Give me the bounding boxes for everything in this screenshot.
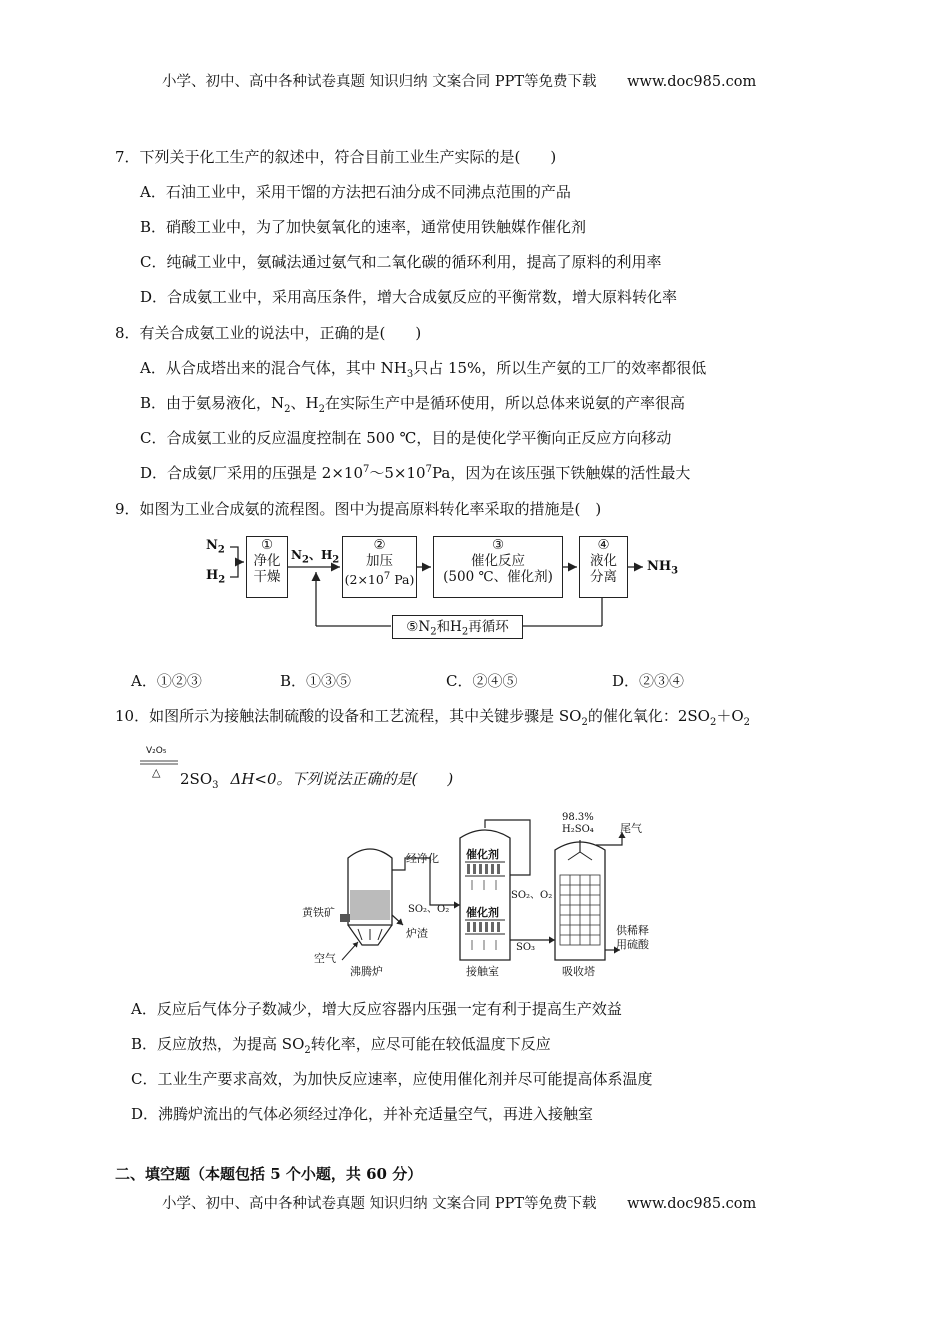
flow-input-h2: $H_2$ bbox=[206, 568, 226, 586]
contact-process-diagram bbox=[300, 810, 660, 980]
label-air: 空气 bbox=[314, 952, 336, 965]
label-slag: 炉渣 bbox=[406, 927, 428, 940]
label-boiling-furnace: 沸腾炉 bbox=[350, 965, 383, 978]
flow-box-purify: ① 净化 干燥 bbox=[246, 536, 288, 598]
reaction-condition-arrow bbox=[140, 746, 180, 782]
catalyst-label: V₂O₅ bbox=[146, 746, 167, 756]
section-heading: 二、填空题（本题包括 5 个小题，共 60 分） bbox=[115, 1165, 423, 1183]
q8-option-c: C．合成氨工业的反应温度控制在 500 ℃，目的是使化学平衡向正反应方向移动 bbox=[140, 429, 672, 447]
q8-option-d: D．合成氨厂采用的压强是 $2\times 10^7\sim 5\times 10^7Pa$，因为在该压强下铁触媒的活性最大 bbox=[140, 464, 691, 482]
q9-stem: 9．如图为工业合成氨的流程图。图中为提高原料转化率采取的措施是( ) bbox=[115, 500, 602, 518]
page-header bbox=[162, 70, 756, 91]
footer-url[interactable]: www.doc985.com bbox=[627, 1196, 757, 1212]
q10-option-d: D．沸腾炉流出的气体必须经过净化，并补充适量空气，再进入接触室 bbox=[131, 1105, 594, 1123]
page-footer bbox=[162, 1192, 756, 1213]
label-absorption-tower: 吸收塔 bbox=[562, 965, 595, 978]
flow-box-recycle: $⑤N_2$和$H_2$再循环 bbox=[392, 615, 523, 639]
label-purify: 经净化 bbox=[406, 852, 439, 865]
flow-mid-label: $N_2$、$H_2$ bbox=[291, 548, 340, 566]
label-supply-1: 供稀释 bbox=[616, 924, 649, 937]
flow-box-pressurize: ② 加压 ($2\times 10^7$ Pa) bbox=[342, 536, 417, 598]
q8-option-a: A．从合成塔出来的混合气体，其中 $NH_3$只占 15%，所以生产氨的工厂的效率都很低 bbox=[140, 359, 707, 380]
q7-option-d: D．合成氨工业中，采用高压条件，增大合成氨反应的平衡常数，增大原料转化率 bbox=[140, 288, 678, 306]
q7-option-b: B．硝酸工业中，为了加快氨氧化的速率，通常使用铁触媒作催化剂 bbox=[140, 218, 587, 236]
q7-option-a: A．石油工业中，采用干馏的方法把石油分成不同沸点范围的产品 bbox=[140, 183, 571, 201]
q10-option-c: C．工业生产要求高效，为加快反应速率，应使用催化剂并尽可能提高体系温度 bbox=[131, 1070, 653, 1088]
ammonia-flow-diagram bbox=[200, 532, 700, 652]
q9-option-a: A．①②③ bbox=[131, 672, 202, 690]
q7-stem: 7．下列关于化工生产的叙述中，符合目前工业生产实际的是( ) bbox=[115, 148, 557, 166]
label-contact-chamber: 接触室 bbox=[466, 965, 499, 978]
q10-stem-line2: $2SO_3$ ΔH<0。下列说法正确的是( ) bbox=[180, 770, 454, 791]
label-tail-gas: 尾气 bbox=[620, 822, 642, 835]
q9-option-d: D．②③④ bbox=[612, 672, 685, 690]
label-acid-percent: 98.3% bbox=[562, 812, 594, 823]
flow-output-nh3: $NH_3$ bbox=[647, 559, 679, 577]
label-so2-o2-left: SO₂、O₂ bbox=[408, 904, 450, 915]
label-catalyst-2: 催化剂 bbox=[466, 906, 499, 919]
q8-option-b: B．由于氨易液化，$N_2$、$H_2$在实际生产中是循环使用，所以总体来说氨的产率很高 bbox=[140, 394, 686, 415]
q9-option-b: B．①③⑤ bbox=[280, 672, 352, 690]
header-text: 小学、初中、高中各种试卷真题 知识归纳 文案合同 PPT等免费下载 bbox=[162, 74, 597, 90]
q10-stem-line1: 10．如图所示为接触法制硫酸的设备和工艺流程，其中关键步骤是 $SO_2$的催化氧化：$2SO_2+O_2$ bbox=[115, 707, 750, 728]
contact-process-drawing bbox=[300, 810, 660, 980]
q10-option-b: B．反应放热，为提高 $SO_2$转化率，应尽可能在较低温度下反应 bbox=[131, 1035, 551, 1056]
flow-input-n2: $N_2$ bbox=[206, 538, 225, 556]
heat-label: △ bbox=[152, 766, 161, 779]
label-catalyst-1: 催化剂 bbox=[466, 848, 499, 861]
label-so3: SO₃ bbox=[516, 942, 536, 953]
flow-box-catalytic-reaction: ③ 催化反应 (500 ℃、催化剂) bbox=[433, 536, 563, 598]
label-supply-2: 用硫酸 bbox=[616, 938, 649, 951]
q7-option-c: C．纯碱工业中，氨碱法通过氨气和二氧化碳的循环利用，提高了原料的利用率 bbox=[140, 253, 662, 271]
q9-option-c: C．②④⑤ bbox=[446, 672, 518, 690]
q10-option-a: A．反应后气体分子数减少，增大反应容器内压强一定有利于提高生产效益 bbox=[131, 1000, 622, 1018]
label-sulfuric-acid: H₂SO₄ bbox=[562, 824, 594, 835]
header-url[interactable]: www.doc985.com bbox=[627, 74, 757, 90]
footer-text: 小学、初中、高中各种试卷真题 知识归纳 文案合同 PPT等免费下载 bbox=[162, 1196, 597, 1212]
flow-box-liquefy-separate: ④ 液化 分离 bbox=[579, 536, 628, 598]
label-pyrite: 黄铁矿 bbox=[302, 906, 335, 919]
q8-stem: 8．有关合成氨工业的说法中，正确的是( ) bbox=[115, 324, 422, 342]
label-so2-o2-right: SO₂、O₂ bbox=[511, 890, 553, 901]
